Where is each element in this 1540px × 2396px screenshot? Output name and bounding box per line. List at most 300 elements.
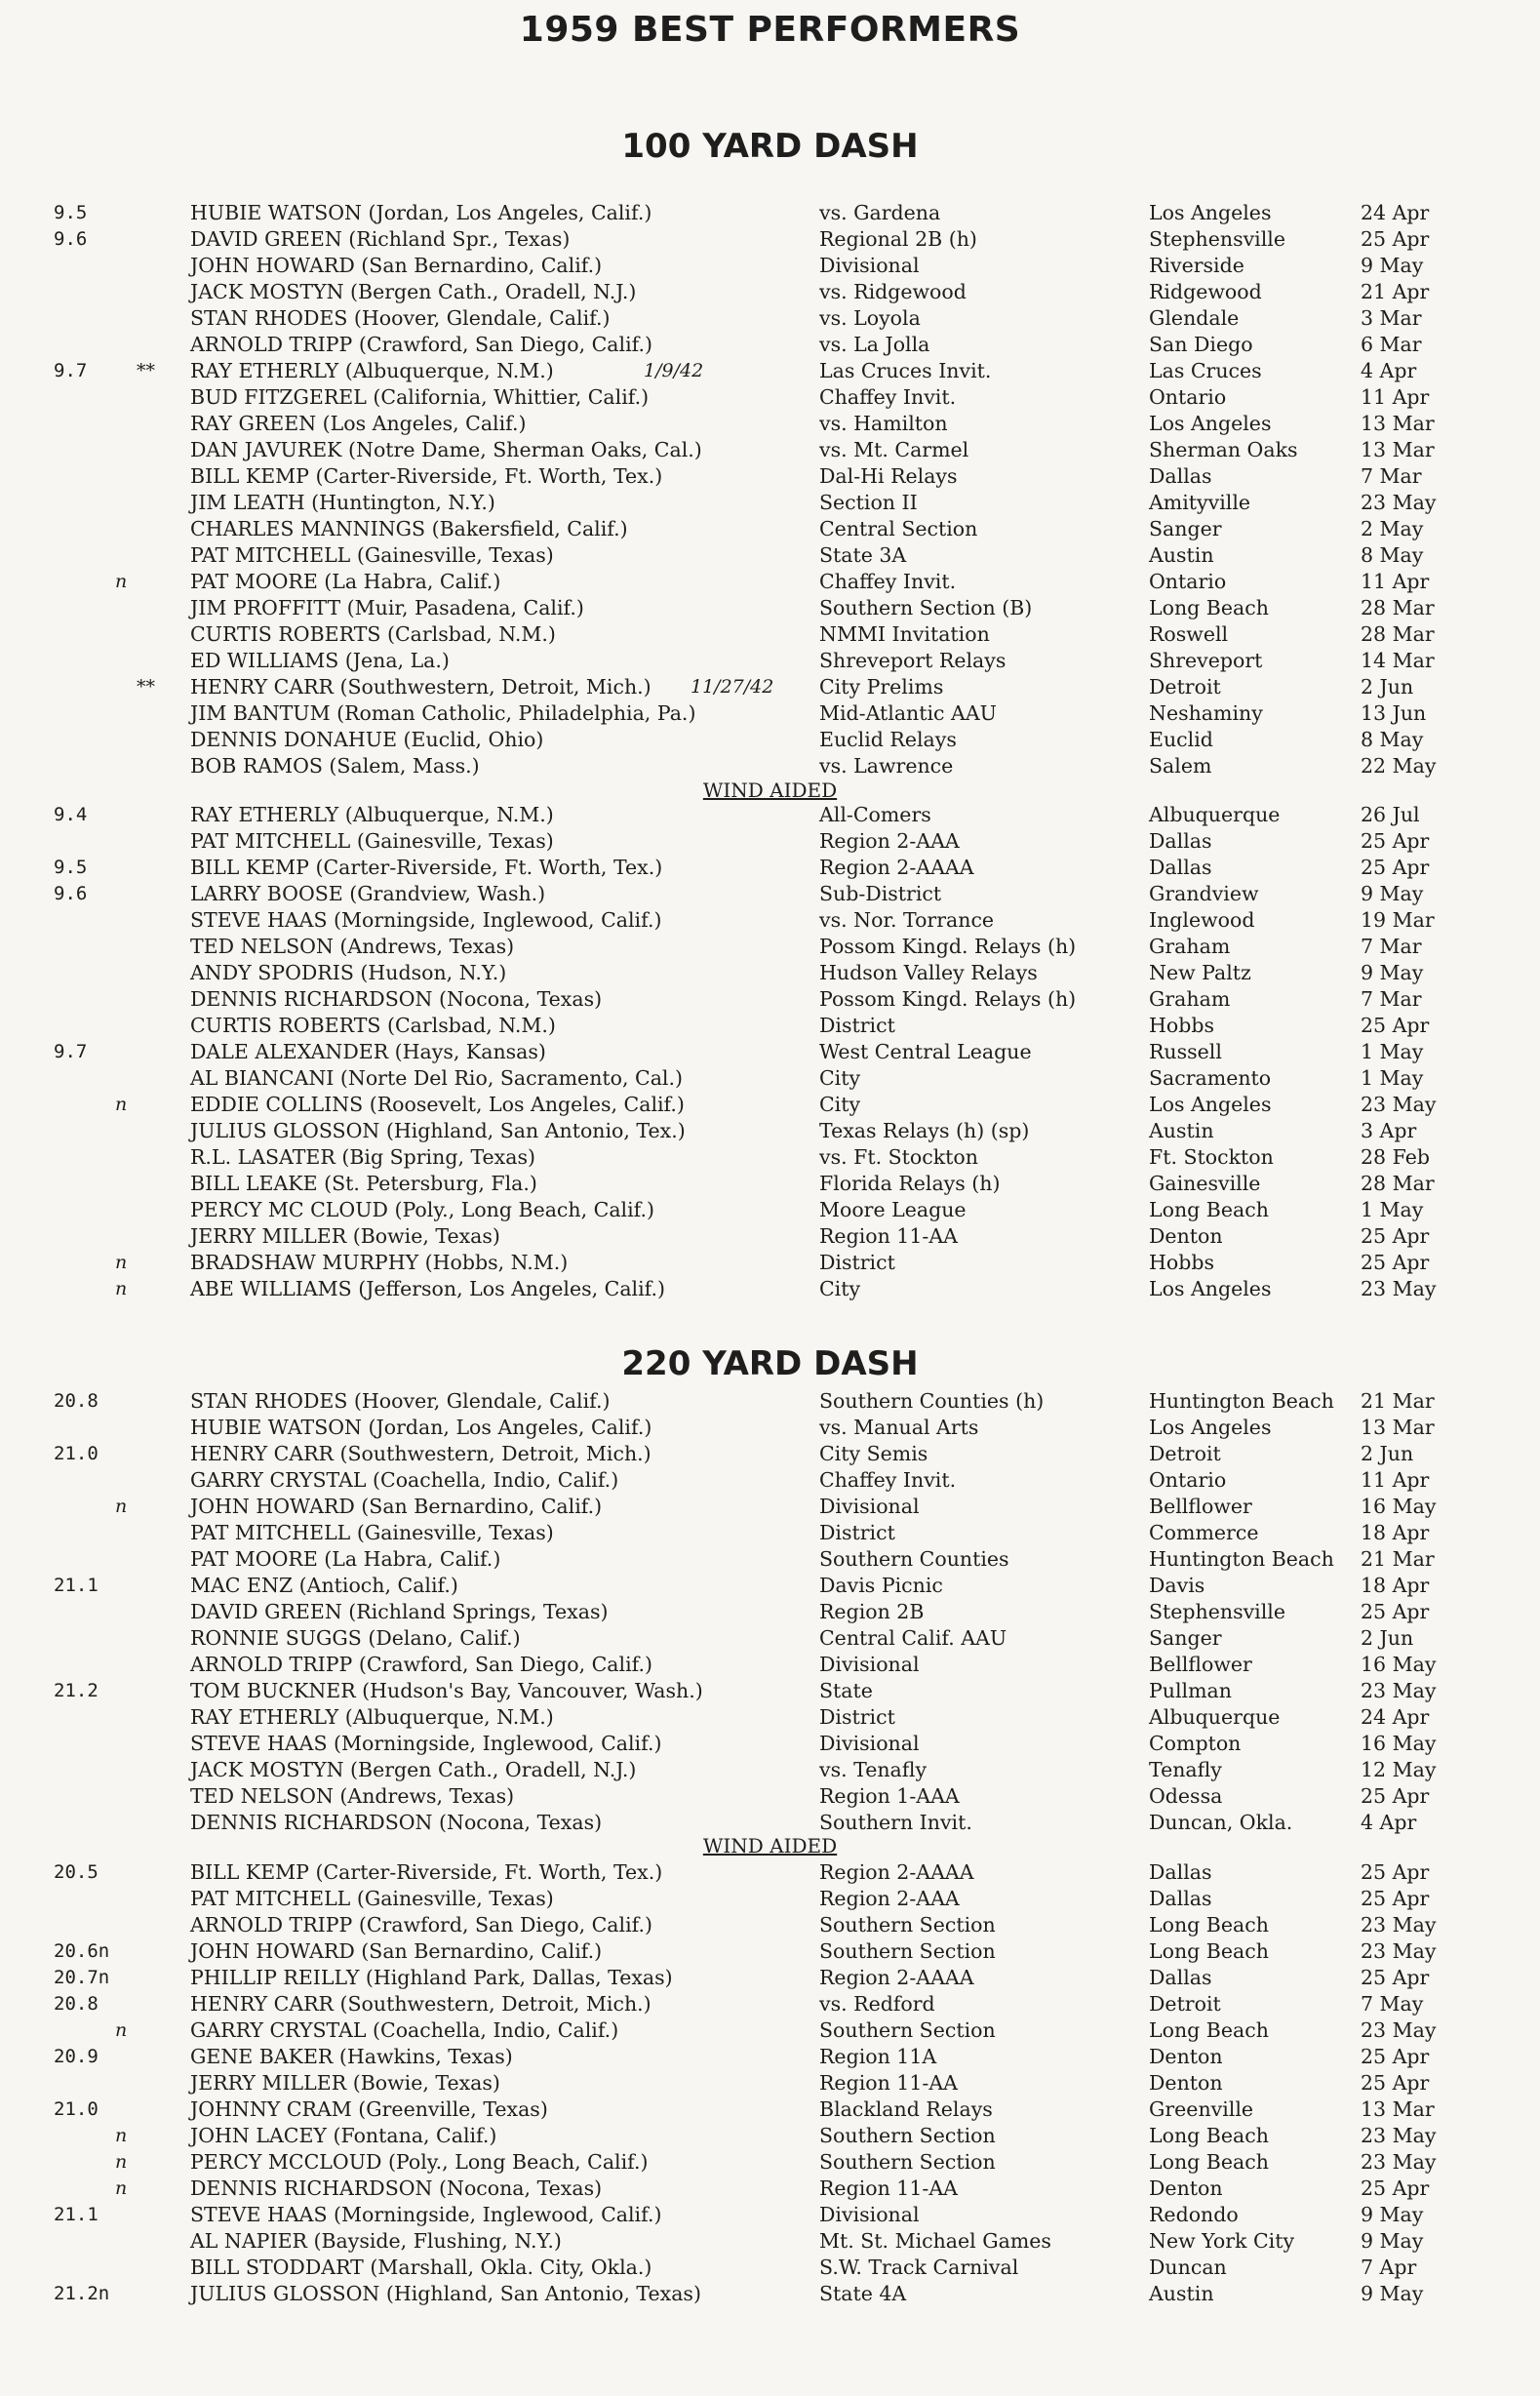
meet-name: Region 2-AAAA — [819, 856, 974, 879]
meet-name: vs. Hamilton — [819, 412, 948, 435]
result-row — [0, 1118, 1540, 1144]
meet-date: 7 Apr — [1361, 2256, 1417, 2279]
result-row — [0, 1520, 1540, 1546]
meet-date: 25 Apr — [1361, 2071, 1430, 2095]
athlete-name: DENNIS RICHARDSON (Nocona, Texas) — [190, 1811, 603, 1834]
handwritten-birthdate: 11/27/42 — [691, 676, 774, 698]
meet-date: 2 May — [1361, 517, 1424, 540]
result-row — [0, 1388, 1540, 1415]
result-row — [0, 2017, 1540, 2044]
meet-date: 21 Mar — [1361, 1389, 1435, 1413]
handwritten-birthdate: 1/9/42 — [644, 360, 704, 381]
meet-name: Texas Relays (h) (sp) — [819, 1119, 1030, 1142]
result-row — [0, 1276, 1540, 1302]
meet-site: Sanger — [1149, 1626, 1222, 1650]
meet-date: 25 Apr — [1361, 1251, 1430, 1274]
athlete-name: ARNOLD TRIPP (Crawford, San Diego, Calif.) — [190, 1913, 652, 1937]
athlete-name: BILL LEAKE (St. Petersburg, Fla.) — [190, 1172, 537, 1195]
athlete-name: RAY GREEN (Los Angeles, Calif.) — [190, 412, 527, 435]
meet-name: District — [819, 1014, 895, 1037]
athlete-name: GENE BAKER (Hawkins, Texas) — [190, 2045, 513, 2068]
result-row — [0, 2281, 1540, 2307]
athlete-name: TED NELSON (Andrews, Texas) — [190, 935, 515, 958]
meet-name: Region 2-AAA — [819, 1887, 960, 1910]
meet-site: Shreveport — [1149, 649, 1263, 672]
meet-site: Long Beach — [1149, 2124, 1269, 2147]
meet-name: Divisional — [819, 2203, 920, 2226]
meet-site: Long Beach — [1149, 1939, 1269, 1963]
meet-name: vs. Ridgewood — [819, 280, 967, 303]
athlete-name: CURTIS ROBERTS (Carlsbad, N.M.) — [190, 622, 556, 646]
result-row — [0, 1171, 1540, 1197]
athlete-name: BOB RAMOS (Salem, Mass.) — [190, 754, 480, 778]
athlete-name: BRADSHAW MURPHY (Hobbs, N.M.) — [190, 1251, 569, 1274]
meet-name: State 4A — [819, 2282, 907, 2305]
meet-date: 9 May — [1361, 882, 1424, 905]
athlete-name: JOHN LACEY (Fontana, Calif.) — [190, 2124, 497, 2147]
annotation-mark: n — [115, 1252, 128, 1273]
meet-site: Ontario — [1149, 1468, 1227, 1492]
meet-name: Southern Counties (h) — [819, 1389, 1045, 1413]
meet-name: Section II — [819, 491, 918, 514]
athlete-name: HUBIE WATSON (Jordan, Los Angeles, Calif.) — [190, 1416, 652, 1439]
athlete-name: HENRY CARR (Southwestern, Detroit, Mich.) — [190, 1442, 652, 1465]
meet-date: 8 May — [1361, 543, 1424, 567]
meet-date: 13 Mar — [1361, 412, 1435, 435]
athlete-name: JOHN HOWARD (San Bernardino, Calif.) — [190, 1939, 603, 1963]
athlete-name: DAVID GREEN (Richland Spr., Texas) — [190, 227, 571, 251]
meet-date: 21 Apr — [1361, 280, 1430, 303]
meet-site: Riverside — [1149, 254, 1244, 277]
athlete-name: RAY ETHERLY (Albuquerque, N.M.) — [190, 803, 554, 826]
meet-date: 28 Mar — [1361, 622, 1435, 646]
meet-site: Austin — [1149, 543, 1214, 567]
meet-name: Region 11-AA — [819, 2176, 958, 2200]
meet-date: 1 May — [1361, 1066, 1424, 1090]
result-row — [0, 384, 1540, 411]
meet-site: Long Beach — [1149, 2150, 1269, 2174]
result-row — [0, 2123, 1540, 2149]
athlete-name: DALE ALEXANDER (Hays, Kansas) — [190, 1040, 546, 1063]
result-row — [0, 1573, 1540, 1599]
result-row — [0, 542, 1540, 569]
meet-date: 23 May — [1361, 2150, 1437, 2174]
meet-date: 11 Apr — [1361, 1468, 1430, 1492]
meet-name: Region 2-AAAA — [819, 1966, 974, 1989]
result-row — [0, 1704, 1540, 1731]
athlete-name: HENRY CARR (Southwestern, Detroit, Mich.) — [190, 1992, 652, 2016]
meet-site: Graham — [1149, 987, 1231, 1011]
result-row — [0, 2255, 1540, 2281]
meet-date: 7 Mar — [1361, 987, 1422, 1011]
meet-site: Roswell — [1149, 622, 1229, 646]
meet-name: Central Calif. AAU — [819, 1626, 1007, 1650]
result-row — [0, 802, 1540, 828]
meet-site: Las Cruces — [1149, 359, 1262, 382]
meet-date: 3 Mar — [1361, 306, 1422, 330]
mark-value: 20.6n — [54, 1940, 110, 1962]
mark-value: 21.0 — [54, 1443, 99, 1464]
meet-name: District — [819, 1521, 895, 1544]
meet-name: vs. Nor. Torrance — [819, 908, 995, 932]
athlete-name: JACK MOSTYN (Bergen Cath., Oradell, N.J.) — [190, 280, 637, 303]
mark-value: 9.6 — [54, 228, 88, 250]
athlete-name: BILL KEMP (Carter-Riverside, Ft. Worth, Tex.) — [190, 856, 663, 879]
result-row — [0, 1859, 1540, 1886]
athlete-name: DENNIS RICHARDSON (Nocona, Texas) — [190, 2176, 603, 2200]
result-row — [0, 1144, 1540, 1171]
athlete-name: JULIUS GLOSSON (Highland, San Antonio, Texas) — [190, 2282, 701, 2305]
meet-date: 11 Apr — [1361, 385, 1430, 409]
wind-aided-heading-220: WIND AIDED — [702, 1834, 838, 1857]
athlete-name: BILL KEMP (Carter-Riverside, Ft. Worth, Tex.) — [190, 1860, 663, 1884]
result-row — [0, 1013, 1540, 1039]
meet-date: 25 Apr — [1361, 1784, 1430, 1808]
meet-date: 24 Apr — [1361, 201, 1430, 224]
meet-date: 23 May — [1361, 1679, 1437, 1702]
meet-name: Region 11-AA — [819, 2071, 958, 2095]
athlete-name: PAT MITCHELL (Gainesville, Texas) — [190, 1521, 554, 1544]
meet-name: Southern Section — [819, 2150, 996, 2174]
meet-name: Euclid Relays — [819, 728, 957, 751]
meet-name: Region 2-AAA — [819, 829, 960, 853]
meet-site: Davis — [1149, 1574, 1205, 1597]
meet-name: vs. Loyola — [819, 306, 921, 330]
meet-date: 23 May — [1361, 491, 1437, 514]
meet-date: 26 Jul — [1361, 803, 1420, 826]
athlete-name: RAY ETHERLY (Albuquerque, N.M.) — [190, 359, 554, 382]
meet-name: City Prelims — [819, 675, 944, 699]
athlete-name: PHILLIP REILLY (Highland Park, Dallas, Texas) — [190, 1966, 673, 1989]
meet-date: 25 Apr — [1361, 2045, 1430, 2068]
meet-date: 25 Apr — [1361, 1224, 1430, 1248]
athlete-name: PAT MOORE (La Habra, Calif.) — [190, 570, 501, 593]
meet-date: 18 Apr — [1361, 1574, 1430, 1597]
meet-date: 16 May — [1361, 1495, 1437, 1518]
meet-name: Region 11A — [819, 2045, 937, 2068]
meet-site: Huntington Beach — [1149, 1389, 1334, 1413]
meet-name: Region 2-AAAA — [819, 1860, 974, 1884]
meet-date: 13 Mar — [1361, 1416, 1435, 1439]
meet-name: Central Section — [819, 517, 978, 540]
meet-site: New York City — [1149, 2229, 1295, 2253]
meet-site: Pullman — [1149, 1679, 1232, 1702]
result-row — [0, 516, 1540, 542]
mark-value: 21.0 — [54, 2098, 99, 2120]
result-row — [0, 881, 1540, 907]
meet-name: City — [819, 1093, 861, 1116]
result-row — [0, 1415, 1540, 1441]
meet-site: Dallas — [1149, 856, 1212, 879]
athlete-name: DENNIS RICHARDSON (Nocona, Texas) — [190, 987, 603, 1011]
wind-aided-heading-100: WIND AIDED — [702, 779, 838, 802]
meet-name: Divisional — [819, 1732, 920, 1755]
meet-name: Southern Counties — [819, 1547, 1009, 1571]
meet-site: Austin — [1149, 2282, 1214, 2305]
meet-date: 22 May — [1361, 754, 1437, 778]
mark-value: 9.6 — [54, 883, 88, 904]
meet-site: Albuquerque — [1149, 1705, 1281, 1729]
results-list-100-yard-dash — [0, 200, 1540, 779]
result-row — [0, 226, 1540, 253]
meet-date: 11 Apr — [1361, 570, 1430, 593]
meet-date: 4 Apr — [1361, 1811, 1417, 1834]
annotation-mark: n — [115, 1496, 128, 1517]
meet-site: Albuquerque — [1149, 803, 1281, 826]
meet-site: Dallas — [1149, 1887, 1212, 1910]
result-row — [0, 279, 1540, 305]
meet-name: vs. Gardena — [819, 201, 941, 224]
athlete-name: JIM BANTUM (Roman Catholic, Philadelphia, Pa.) — [190, 701, 696, 725]
athlete-name: STAN RHODES (Hoover, Glendale, Calif.) — [190, 306, 611, 330]
athlete-name: JULIUS GLOSSON (Highland, San Antonio, Tex.) — [190, 1119, 686, 1142]
result-row — [0, 986, 1540, 1013]
meet-name: Divisional — [819, 1495, 920, 1518]
meet-name: Chaffey Invit. — [819, 1468, 957, 1492]
meet-site: Los Angeles — [1149, 1416, 1272, 1439]
result-row — [0, 1938, 1540, 1965]
meet-name: S.W. Track Carnival — [819, 2256, 1019, 2279]
meet-name: Region 2B — [819, 1600, 925, 1623]
meet-site: Dallas — [1149, 464, 1212, 488]
meet-site: Hobbs — [1149, 1251, 1214, 1274]
athlete-name: ARNOLD TRIPP (Crawford, San Diego, Calif.) — [190, 333, 652, 356]
athlete-name: BILL KEMP (Carter-Riverside, Ft. Worth, Tex.) — [190, 464, 663, 488]
meet-name: Southern Invit. — [819, 1811, 972, 1834]
result-row — [0, 1223, 1540, 1250]
meet-site: Sherman Oaks — [1149, 438, 1298, 461]
athlete-name: TOM BUCKNER (Hudson's Bay, Vancouver, Wash.) — [190, 1679, 703, 1702]
meet-name: Hudson Valley Relays — [819, 961, 1038, 984]
result-row — [0, 1197, 1540, 1223]
result-row — [0, 1652, 1540, 1678]
result-row — [0, 332, 1540, 358]
meet-name: City — [819, 1066, 861, 1090]
meet-date: 1 May — [1361, 1198, 1424, 1221]
meet-date: 2 Jun — [1361, 1626, 1414, 1650]
meet-site: Odessa — [1149, 1784, 1223, 1808]
meet-name: Shreveport Relays — [819, 649, 1007, 672]
meet-date: 12 May — [1361, 1758, 1437, 1781]
athlete-name: DAN JAVUREK (Notre Dame, Sherman Oaks, Cal.) — [190, 438, 702, 461]
meet-name: Las Cruces Invit. — [819, 359, 992, 382]
result-row — [0, 305, 1540, 332]
result-row — [0, 200, 1540, 226]
mark-value: 20.8 — [54, 1390, 99, 1412]
result-row — [0, 1494, 1540, 1520]
meet-date: 6 Mar — [1361, 333, 1422, 356]
meet-date: 28 Feb — [1361, 1145, 1430, 1169]
meet-site: Long Beach — [1149, 2018, 1269, 2042]
meet-site: Long Beach — [1149, 1198, 1269, 1221]
meet-date: 25 Apr — [1361, 1887, 1430, 1910]
result-row — [0, 907, 1540, 934]
result-row — [0, 1467, 1540, 1494]
athlete-name: HUBIE WATSON (Jordan, Los Angeles, Calif.) — [190, 201, 652, 224]
meet-site: Dallas — [1149, 829, 1212, 853]
meet-name: Southern Section — [819, 2124, 996, 2147]
athlete-name: TED NELSON (Andrews, Texas) — [190, 1784, 515, 1808]
meet-name: State — [819, 1679, 873, 1702]
meet-name: Regional 2B (h) — [819, 227, 977, 251]
result-row — [0, 1039, 1540, 1065]
meet-name: Possom Kingd. Relays (h) — [819, 987, 1077, 1011]
mark-value: 9.5 — [54, 202, 88, 223]
athlete-name: JOHN HOWARD (San Bernardino, Calif.) — [190, 254, 603, 277]
athlete-name: DAVID GREEN (Richland Springs, Texas) — [190, 1600, 609, 1623]
meet-date: 23 May — [1361, 2124, 1437, 2147]
result-row — [0, 1625, 1540, 1652]
athlete-name: CURTIS ROBERTS (Carlsbad, N.M.) — [190, 1014, 556, 1037]
result-row — [0, 1092, 1540, 1118]
athlete-name: ARNOLD TRIPP (Crawford, San Diego, Calif.) — [190, 1653, 652, 1676]
result-row — [0, 621, 1540, 648]
meet-site: Dallas — [1149, 1966, 1212, 1989]
meet-date: 9 May — [1361, 254, 1424, 277]
meet-date: 2 Jun — [1361, 675, 1414, 699]
meet-date: 25 Apr — [1361, 227, 1430, 251]
annotation-mark: ** — [137, 360, 155, 381]
athlete-name: BUD FITZGEREL (California, Whittier, Calif.) — [190, 385, 650, 409]
meet-site: Hobbs — [1149, 1014, 1214, 1037]
athlete-name: PAT MITCHELL (Gainesville, Texas) — [190, 829, 554, 853]
result-row — [0, 934, 1540, 960]
meet-name: NMMI Invitation — [819, 622, 990, 646]
meet-date: 25 Apr — [1361, 2176, 1430, 2200]
result-row — [0, 358, 1540, 384]
meet-site: Neshaminy — [1149, 701, 1263, 725]
meet-date: 25 Apr — [1361, 1860, 1430, 1884]
athlete-name: STEVE HAAS (Morningside, Inglewood, Calif.) — [190, 2203, 662, 2226]
meet-name: Mt. St. Michael Games — [819, 2229, 1051, 2253]
meet-name: vs. Mt. Carmel — [819, 438, 969, 461]
athlete-name: AL BIANCANI (Norte Del Rio, Sacramento, Cal.) — [190, 1066, 683, 1090]
meet-site: Ontario — [1149, 570, 1227, 593]
result-row — [0, 1810, 1540, 1836]
meet-name: vs. Redford — [819, 1992, 935, 2016]
meet-site: Grandview — [1149, 882, 1259, 905]
meet-name: Divisional — [819, 254, 920, 277]
meet-site: Gainesville — [1149, 1172, 1261, 1195]
meet-site: Amityville — [1149, 491, 1251, 514]
annotation-mark: n — [115, 571, 128, 592]
meet-name: Chaffey Invit. — [819, 385, 957, 409]
meet-date: 4 Apr — [1361, 359, 1417, 382]
mark-value: 20.5 — [54, 1861, 99, 1883]
meet-site: Long Beach — [1149, 596, 1269, 619]
meet-date: 23 May — [1361, 1939, 1437, 1963]
result-row — [0, 674, 1540, 700]
meet-name: Southern Section — [819, 2018, 996, 2042]
section-title-220-yard-dash: 220 YARD DASH — [621, 1344, 919, 1383]
athlete-name: JOHN HOWARD (San Bernardino, Calif.) — [190, 1495, 603, 1518]
meet-name: City — [819, 1277, 861, 1300]
result-row — [0, 1912, 1540, 1938]
annotation-mark: n — [115, 1278, 128, 1299]
meet-site: Redondo — [1149, 2203, 1239, 2226]
mark-value: 21.2n — [54, 2283, 110, 2304]
athlete-name: PERCY MC CLOUD (Poly., Long Beach, Calif.) — [190, 1198, 655, 1221]
athlete-name: GARRY CRYSTAL (Coachella, Indio, Calif.) — [190, 2018, 619, 2042]
meet-date: 9 May — [1361, 2282, 1424, 2305]
meet-name: Region 1-AAA — [819, 1784, 960, 1808]
meet-site: Denton — [1149, 2071, 1223, 2095]
meet-site: Ridgewood — [1149, 280, 1262, 303]
result-row — [0, 595, 1540, 621]
meet-site: Dallas — [1149, 1860, 1212, 1884]
result-row — [0, 1965, 1540, 1991]
result-row — [0, 828, 1540, 855]
athlete-name: CHARLES MANNINGS (Bakersfield, Calif.) — [190, 517, 628, 540]
athlete-name: ED WILLIAMS (Jena, La.) — [190, 649, 450, 672]
meet-date: 28 Mar — [1361, 596, 1435, 619]
meet-name: Southern Section — [819, 1913, 996, 1937]
meet-site: Long Beach — [1149, 1913, 1269, 1937]
meet-name: Florida Relays (h) — [819, 1172, 1001, 1195]
result-row — [0, 569, 1540, 595]
result-row — [0, 1678, 1540, 1704]
athlete-name: RONNIE SUGGS (Delano, Calif.) — [190, 1626, 521, 1650]
meet-name: All-Comers — [819, 803, 931, 826]
meet-name: State 3A — [819, 543, 907, 567]
meet-site: Bellflower — [1149, 1653, 1252, 1676]
meet-site: Euclid — [1149, 728, 1213, 751]
meet-site: Glendale — [1149, 306, 1240, 330]
meet-site: Inglewood — [1149, 908, 1255, 932]
meet-date: 23 May — [1361, 1277, 1437, 1300]
result-row — [0, 1991, 1540, 2017]
meet-date: 19 Mar — [1361, 908, 1435, 932]
meet-name: Possom Kingd. Relays (h) — [819, 935, 1077, 958]
athlete-name: STAN RHODES (Hoover, Glendale, Calif.) — [190, 1389, 611, 1413]
meet-name: vs. La Jolla — [819, 333, 930, 356]
athlete-name: JERRY MILLER (Bowie, Texas) — [190, 2071, 500, 2095]
result-row — [0, 1065, 1540, 1092]
result-row — [0, 700, 1540, 727]
meet-site: Russell — [1149, 1040, 1222, 1063]
meet-site: Salem — [1149, 754, 1212, 778]
meet-date: 9 May — [1361, 2229, 1424, 2253]
meet-site: Los Angeles — [1149, 412, 1272, 435]
annotation-mark: n — [115, 1094, 128, 1115]
result-row — [0, 463, 1540, 490]
meet-name: West Central League — [819, 1040, 1032, 1063]
meet-date: 25 Apr — [1361, 1600, 1430, 1623]
result-row — [0, 411, 1540, 437]
meet-name: vs. Tenafly — [819, 1758, 928, 1781]
result-row — [0, 490, 1540, 516]
meet-date: 13 Jun — [1361, 701, 1427, 725]
meet-site: Graham — [1149, 935, 1231, 958]
meet-site: Denton — [1149, 1224, 1223, 1248]
meet-name: vs. Manual Arts — [819, 1416, 979, 1439]
meet-date: 25 Apr — [1361, 1014, 1430, 1037]
meet-date: 3 Apr — [1361, 1119, 1417, 1142]
athlete-name: JIM LEATH (Huntington, N.Y.) — [190, 491, 495, 514]
meet-date: 9 May — [1361, 2203, 1424, 2226]
result-row — [0, 2202, 1540, 2228]
result-row — [0, 855, 1540, 881]
result-row — [0, 2149, 1540, 2176]
meet-site: Los Angeles — [1149, 201, 1272, 224]
annotation-mark: n — [115, 2177, 128, 2199]
meet-date: 23 May — [1361, 1913, 1437, 1937]
meet-date: 16 May — [1361, 1732, 1437, 1755]
meet-date: 9 May — [1361, 961, 1424, 984]
results-list-220-yard-dash — [0, 1388, 1540, 1836]
result-row — [0, 253, 1540, 279]
athlete-name: DENNIS DONAHUE (Euclid, Ohio) — [190, 728, 544, 751]
